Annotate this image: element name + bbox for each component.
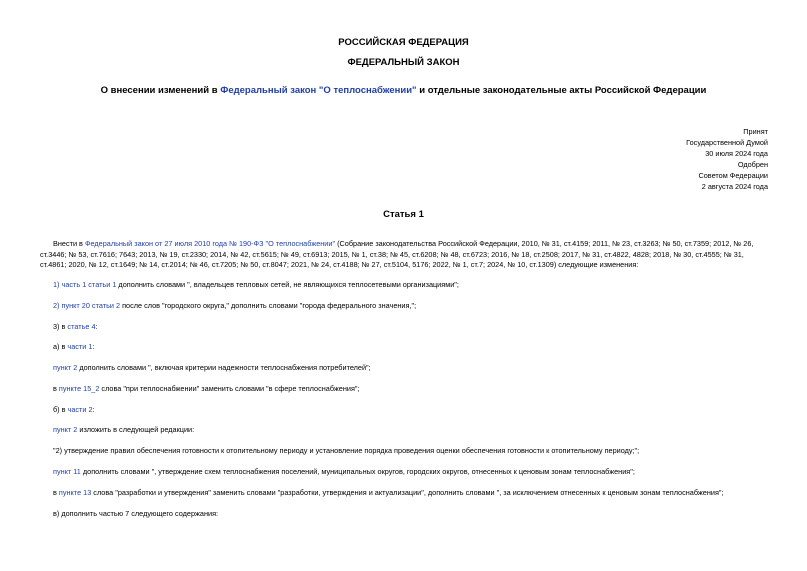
item-2-text: после слов "городского округа," дополнить словами "города федерального значения,"; xyxy=(120,301,417,310)
item-b xyxy=(53,404,95,415)
item-2 xyxy=(53,300,416,311)
item-a-link[interactable]: части 1 xyxy=(67,342,93,351)
item-3-prefix: 3) в xyxy=(53,322,68,331)
adoption-line: 2 августа 2024 года xyxy=(701,182,768,191)
item-2-link[interactable]: 2) пункт 20 статьи 2 xyxy=(53,301,121,310)
article-intro xyxy=(40,239,770,271)
item-a-suffix: : xyxy=(92,342,95,351)
item-c: в) дополнить частью 7 следующего содержания: xyxy=(53,509,219,518)
adoption-line: Советом Федерации xyxy=(698,171,768,180)
item-3-link[interactable]: статье 4 xyxy=(67,322,96,331)
item-a1-link[interactable]: пункт 2 xyxy=(53,363,78,372)
item-a1-text: дополнить словами ", включая критерии надежности теплоснабжения потребителей"; xyxy=(77,363,371,372)
item-a1 xyxy=(53,362,371,373)
item-b3 xyxy=(53,466,635,477)
item-b2: "2) утверждение правил обеспечения готовности к отопительному периоду и установление порядка проведения оценки обеспечения готовности к отопительному периоду;"; xyxy=(53,446,640,455)
adoption-line: Одобрен xyxy=(737,160,768,169)
item-a-prefix: а) в xyxy=(53,342,68,351)
item-a2-prefix: в xyxy=(53,384,59,393)
item-a2-text: слова "при теплоснабжении" заменить словами "в сфере теплоснабжения"; xyxy=(99,384,360,393)
item-a2-link[interactable]: пункте 15_2 xyxy=(58,384,100,393)
law-title xyxy=(0,85,807,96)
item-b-prefix: б) в xyxy=(53,405,68,414)
intro-link[interactable]: Федеральный закон от 27 июля 2010 года № 190-ФЗ "О теплоснабжении" xyxy=(84,239,336,248)
item-b1-link[interactable]: пункт 2 xyxy=(53,425,78,434)
item-b-link[interactable]: части 2 xyxy=(67,405,93,414)
country-heading: РОССИЙСКАЯ ФЕДЕРАЦИЯ xyxy=(338,37,469,48)
adoption-line: Принят xyxy=(743,127,768,136)
item-b4-link[interactable]: пункте 13 xyxy=(58,488,92,497)
intro-suffix: (Собрание законодательства Российской Федерации, 2010, № 31, ст.4159; 2011, № 23, ст.3263; № 50, ст.7359; 2012, № 26, ст.3446; № 53, ст.7616; 7643; 2013, № 19, ст.2330; 2014, № 42, ст.5615; № 49, ст.6913; 2015, № 1, ст.38; № 45, ст.6208; № 48, ст.6723; 2016, № 18, ст.2508; 2017, № 31, ст.4822, 4828; 2018, № 30, ст.4555; № 31, ст.4861; 2020, № 12, ст.1649; № 14, ст.2014; № 46, ст.7205; № 50, ст.8047; 2021, № 24, ст.4188; № 27, ст.5104, 5176; 2022, № 1, ст.7; 2024, № 10, ст.1309) следующие изменения: xyxy=(40,239,754,269)
item-b4-prefix: в xyxy=(53,488,59,497)
item-b-suffix: : xyxy=(92,405,95,414)
item-b1 xyxy=(53,424,194,435)
item-1 xyxy=(53,279,459,290)
item-b1-text: изложить в следующей редакции: xyxy=(77,425,195,434)
law-title-link[interactable]: Федеральный закон "О теплоснабжении" xyxy=(220,85,417,96)
item-b3-text: дополнить словами ", утверждение схем теплоснабжения поселений, муниципальных округов, городских округов, отнесенных к ценовым зонам теплоснабжения"; xyxy=(80,467,635,476)
item-1-text: дополнить словами ", владельцев тепловых сетей, не являющихся теплосетевыми организациями"; xyxy=(116,280,459,289)
intro-prefix: Внести в xyxy=(53,239,85,248)
item-a2 xyxy=(53,383,360,394)
adoption-line: 30 июля 2024 года xyxy=(705,149,768,158)
article-heading: Статья 1 xyxy=(383,209,424,220)
item-b4-text: слова "разработки и утверждения" заменить словами "разработки, утверждения и актуализации", дополнить словами ", за исключением отнесенных к ценовым зонам теплоснабжения"; xyxy=(91,488,724,497)
law-title-suffix: и отдельные законодательные акты Российской Федерации xyxy=(416,85,707,96)
law-title-prefix: О внесении изменений в xyxy=(100,85,221,96)
item-b3-link[interactable]: пункт 11 xyxy=(53,467,81,476)
adoption-line: Государственной Думой xyxy=(686,138,768,147)
item-1-link[interactable]: 1) часть 1 статьи 1 xyxy=(53,280,117,289)
item-b4 xyxy=(53,487,724,498)
adoption-block xyxy=(686,126,768,192)
item-3 xyxy=(53,321,98,332)
item-a xyxy=(53,341,94,352)
item-3-suffix: : xyxy=(95,322,98,331)
law-type-heading: ФЕДЕРАЛЬНЫЙ ЗАКОН xyxy=(347,57,460,68)
